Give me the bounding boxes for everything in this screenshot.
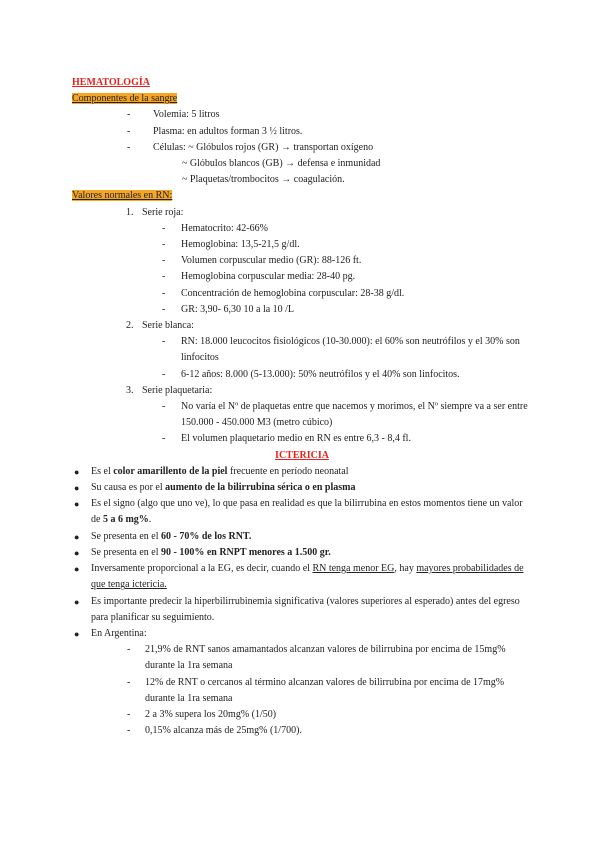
list-item-continuation: ~ Plaquetas/trombocitos → coagulación.	[182, 174, 345, 186]
list-item: - 0,15% alcanza más de 25mg% (1/700).	[127, 725, 302, 737]
series-heading-white: 2. Serie blanca:	[126, 320, 194, 332]
list-item: - Volumen corpuscular medio (GR): 88-126 ft.	[162, 255, 362, 267]
list-item: - 2 a 3% supera los 20mg% (1/50)	[127, 708, 277, 720]
bullet-item: ● Es el color amarillento de la piel frecuente en período neonatal	[74, 465, 349, 477]
list-item: - Hemoglobina corpuscular media: 28-40 pg.	[162, 271, 356, 283]
list-item: - Hematocrito: 42-66%	[162, 222, 268, 234]
list-item: - Concentración de hemoglobina corpuscular: 28-38 g/dl.	[162, 287, 405, 299]
series-heading-platelet: 3. Serie plaquetaria:	[126, 384, 213, 396]
components-heading: Componentes de la sangre	[72, 93, 178, 105]
list-item: - 12% de RNT o cercanos al término alcanzan valores de bilirrubina por encima de 17mg% durante la 1ra semana	[127, 676, 505, 704]
list-item: - 6-12 años: 8.000 (5-13.000): 50% neutrófilos y el 40% son linfocitos.	[162, 368, 460, 380]
normal-values-heading: Valores normales en RN:	[72, 190, 173, 202]
bullet-item: ● En Argentina:	[74, 627, 147, 639]
bullet-item: ● Es el signo (algo que uno ve), lo que pasa en realidad es que la bilirrubina en estos momentos tiene un valor de 5 a 6 mg%.	[74, 498, 523, 526]
list-item: - 21,9% de RNT sanos amamantados alcanzan valores de bilirrubina por encima de 15mg% durante la 1ra semana	[127, 644, 506, 672]
list-item: - Hemoglobina: 13,5-21,5 g/dl.	[162, 239, 300, 251]
list-item: - Células: ~ Glóbulos rojos (GR) → transportan oxígeno	[127, 141, 374, 153]
list-item: - Volemia: 5 litros	[127, 109, 220, 121]
bullet-item: ● Su causa es por el aumento de la bilirrubina sérica o en plasma	[74, 482, 356, 494]
bullet-item: ● Inversamente proporcional a la EG, es decir, cuando el RN tenga menor EG, hay mayores probabilidades de que tenga ictericia.	[74, 563, 524, 591]
bullet-item: ● Se presenta en el 90 - 100% en RNPT menores a 1.500 gr.	[74, 546, 331, 558]
document-page	[72, 75, 532, 739]
list-item: - GR: 3,90- 6,30 10 a la 10 /L	[162, 303, 295, 315]
list-item: - RN: 18.000 leucocitos fisiológicos (10-30.000): el 60% son neutrófilos y el 30% son linfocitos	[162, 336, 520, 364]
series-heading-red: 1. Serie roja:	[126, 206, 184, 218]
list-item-continuation: ~ Glóbulos blancos (GB) → defensa e inmunidad	[182, 158, 381, 170]
list-item: - El volumen plaquetario medio en RN es entre 6,3 - 8,4 fl.	[162, 433, 411, 445]
bullet-item: ● Se presenta en el 60 - 70% de los RNT.	[74, 530, 252, 542]
bullet-item: ● Es importante predecir la hiperbilirrubinemia significativa (valores superiores al esperado) antes del egreso para planificar su seguimiento.	[74, 595, 520, 623]
section-title-hematologia: HEMATOLOGÍA	[72, 77, 150, 88]
section-title-ictericia: ICTERICIA	[275, 449, 329, 461]
list-item: - No varía el Nº de plaquetas entre que nacemos y morimos, el Nº siempre va a ser entre 150.000 - 450.000 M3 (metro cúbico)	[162, 401, 528, 429]
list-item: - Plasma: en adultos forman 3 ½ litros.	[127, 125, 303, 137]
